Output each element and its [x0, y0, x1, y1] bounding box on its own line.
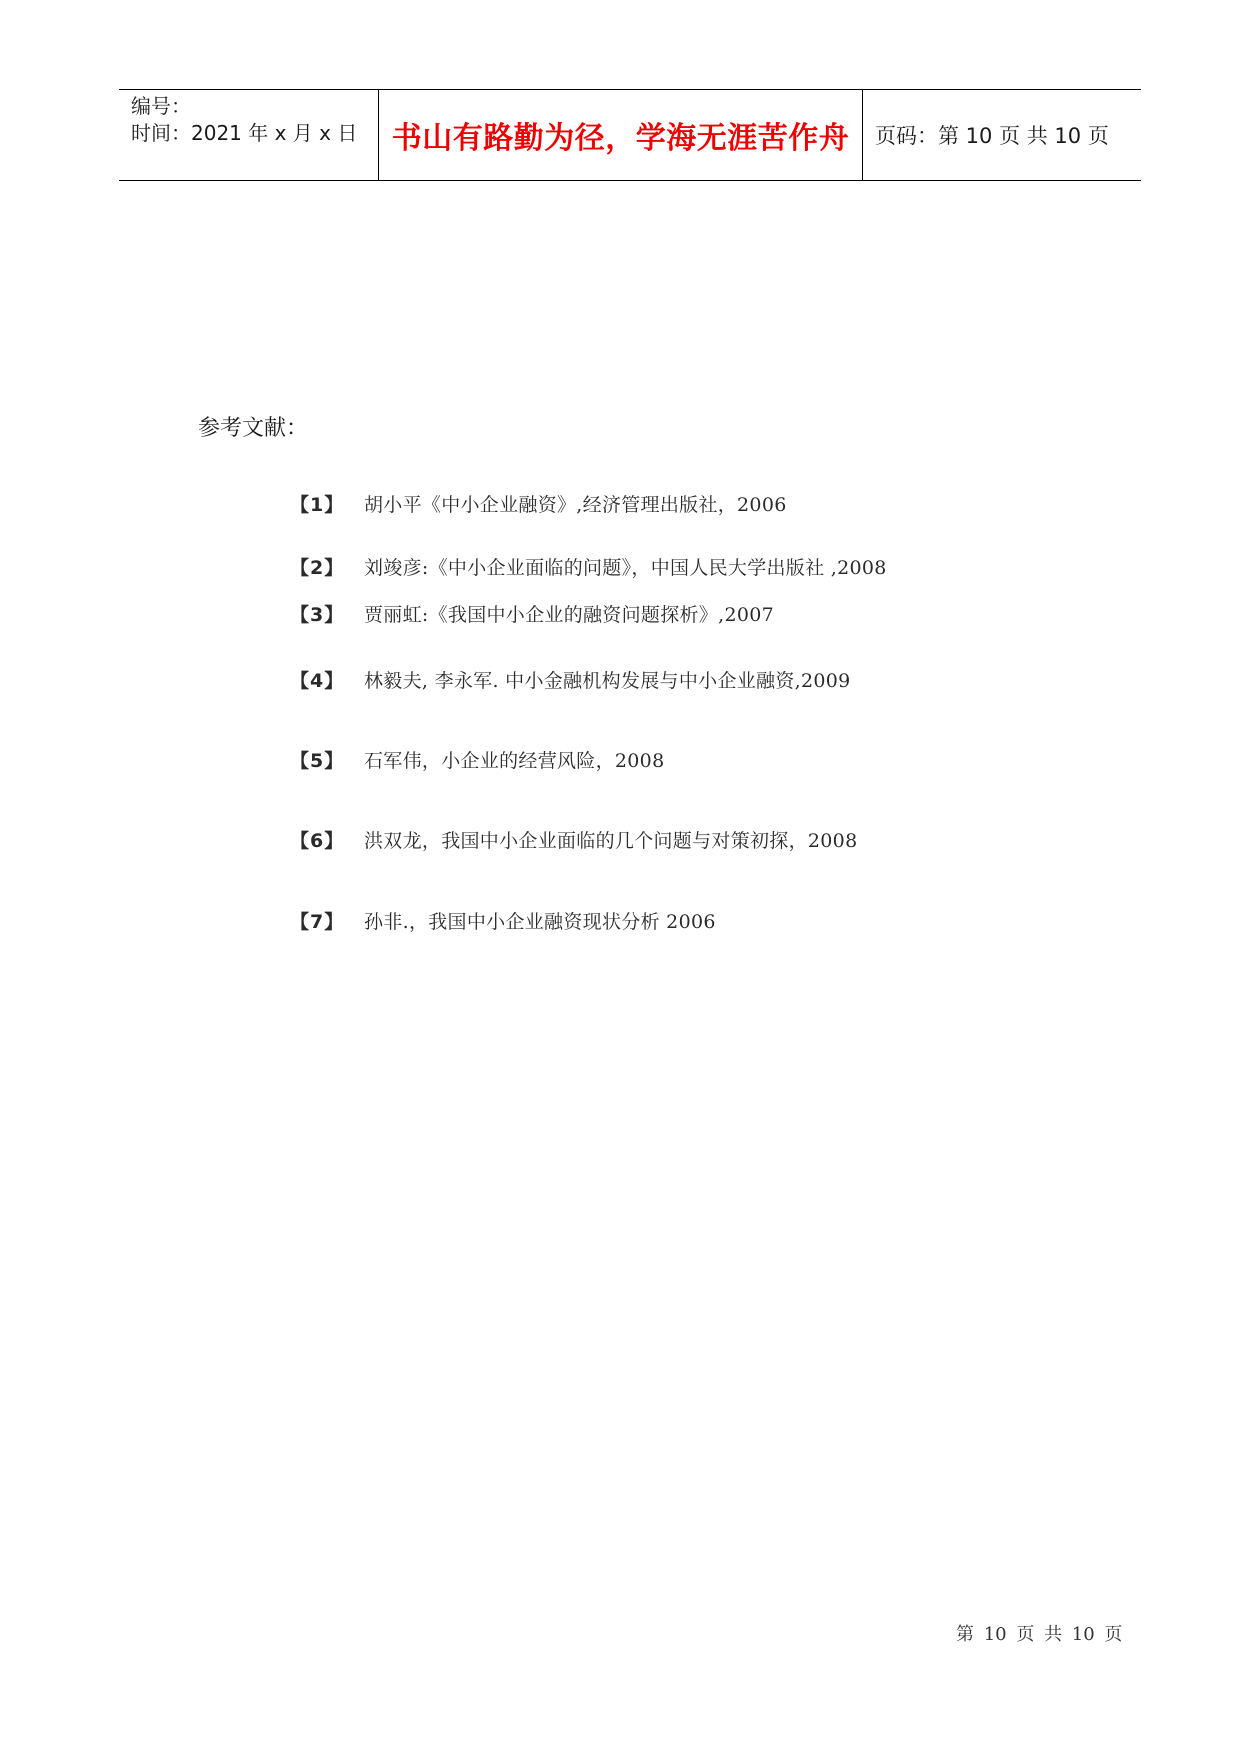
header-meta-cell — [119, 90, 379, 180]
reference-item — [290, 746, 664, 773]
reference-number: 【2】 — [290, 557, 345, 579]
reference-number: 【1】 — [290, 494, 345, 516]
header-motto: 书山有路勤为径，学海无涯苦作舟 — [379, 90, 863, 180]
reference-text: 贾丽虹:《我国中小企业的融资问题探析》,2007 — [364, 604, 774, 626]
reference-text: 刘竣彦:《中小企业面临的问题》，中国人民大学出版社 ,2008 — [364, 557, 887, 579]
document-header — [119, 89, 1141, 181]
reference-item — [290, 600, 774, 627]
header-page-number: 页码：第 10 页 共 10 页 — [875, 124, 1109, 148]
reference-item — [290, 666, 851, 693]
reference-item — [290, 907, 716, 934]
reference-text: 孙非.，我国中小企业融资现状分析 2006 — [364, 911, 716, 933]
reference-number: 【4】 — [290, 670, 345, 692]
reference-text: 洪双龙，我国中小企业面临的几个问题与对策初探，2008 — [364, 830, 858, 852]
reference-number: 【5】 — [290, 750, 345, 772]
reference-text: 胡小平《中小企业融资》,经济管理出版社，2006 — [364, 494, 787, 516]
reference-item — [290, 826, 857, 853]
reference-item — [290, 553, 887, 580]
page-footer: 第 10 页 共 10 页 — [956, 1624, 1123, 1645]
reference-text: 石军伟，小企业的经营风险，2008 — [364, 750, 665, 772]
reference-number: 【6】 — [290, 830, 345, 852]
date-label: 时间：2021 年 x 月 x 日 — [131, 121, 358, 145]
references-heading: 参考文献： — [198, 416, 309, 441]
serial-number-label: 编号： — [131, 94, 191, 118]
reference-item — [290, 490, 787, 517]
reference-number: 【7】 — [290, 911, 345, 933]
reference-text: 林毅夫, 李永军. 中小金融机构发展与中小企业融资,2009 — [364, 670, 851, 692]
reference-number: 【3】 — [290, 604, 345, 626]
